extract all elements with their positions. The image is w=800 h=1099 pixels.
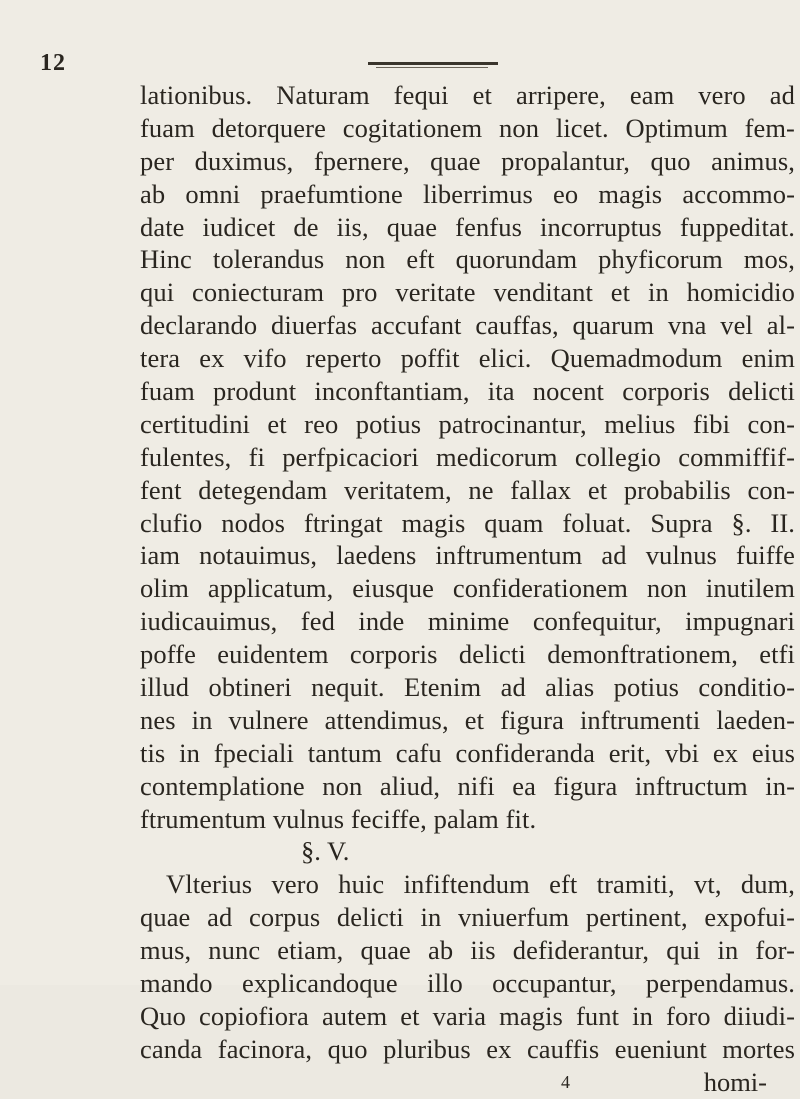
text-line: Quo copiofiora autem et varia magis funt in foro diiudi- <box>140 1000 795 1031</box>
text-line: Hinc tolerandus non eft quorundam phyficorum mos, <box>140 244 795 275</box>
text-line: clufio nodos ftringat magis quam foluat. Supra §. II. <box>140 507 795 538</box>
text-line: fuam produnt inconftantiam, ita nocent corporis delicti <box>140 376 795 407</box>
text-line: date iudicet de iis, quae fenfus incorruptus fuppeditat. <box>140 211 795 242</box>
text-line: mus, nunc etiam, quae ab iis defiderantur, qui in for- <box>140 935 795 966</box>
text-line: tis in fpeciali tantum cafu confideranda erit, vbi ex eius <box>140 737 795 768</box>
header-ornament-rule <box>368 62 498 65</box>
text-line: ab omni praefumtione liberrimus eo magis accommo- <box>140 178 795 209</box>
text-line: tera ex vifo reperto poffit elici. Quemadmodum enim <box>140 343 795 374</box>
page-number: 12 <box>40 50 66 76</box>
text-line: lationibus. Naturam fequi et arripere, eam vero ad <box>140 80 795 110</box>
text-line: quae ad corpus delicti in vniuerfum pertinent, expofui- <box>140 902 795 933</box>
text-line: illud obtineri nequit. Etenim ad alias potius conditio- <box>140 672 795 703</box>
text-line: poffe euidentem corporis delicti demonftrationem, etfi <box>140 639 795 670</box>
text-line: canda facinora, quo pluribus ex cauffis eueniunt mortes <box>140 1033 795 1064</box>
body-text <box>140 79 795 1099</box>
text-line: certitudini et reo potius patrocinantur, melius fibi con- <box>140 408 795 439</box>
text-line: fuam detorquere cogitationem non licet. Optimum fem- <box>140 112 795 143</box>
text-line: fent detegendam veritatem, ne fallax et probabilis con- <box>140 474 795 505</box>
footer-line <box>140 1066 795 1099</box>
text-line: ftrumentum vulnus feciffe, palam fit. <box>140 803 537 834</box>
text-line: per duximus, fpernere, quae propalantur, quo animus, <box>140 145 795 176</box>
text-line: mando explicandoque illo occupantur, perpendamus. <box>140 968 795 999</box>
text-line: qui coniecturam pro veritate venditant et in homicidio <box>140 277 795 308</box>
section-heading: §. V. <box>301 836 350 867</box>
text-line: iam notauimus, laedens inftrumentum ad vulnus fuiffe <box>140 540 795 571</box>
text-line: iudicauimus, fed inde minime confequitur, impugnari <box>140 606 795 637</box>
catchword: homi- <box>703 1066 767 1097</box>
text-line: olim applicatum, eiusque confiderationem non inutilem <box>140 573 795 604</box>
signature-mark: 4 <box>561 1071 570 1092</box>
text-line: declarando diuerfas accufant cauffas, quarum vna vel al- <box>140 310 795 341</box>
text-line: nes in vulnere attendimus, et figura inftrumenti laeden- <box>140 704 795 735</box>
text-line: fulentes, fi perfpicaciori medicorum collegio commiffif- <box>140 441 795 472</box>
text-line: Vlterius vero huic infiftendum eft tramiti, vt, dum, <box>166 869 795 900</box>
text-line: contemplatione non aliud, nifi ea figura inftructum in- <box>140 770 795 801</box>
